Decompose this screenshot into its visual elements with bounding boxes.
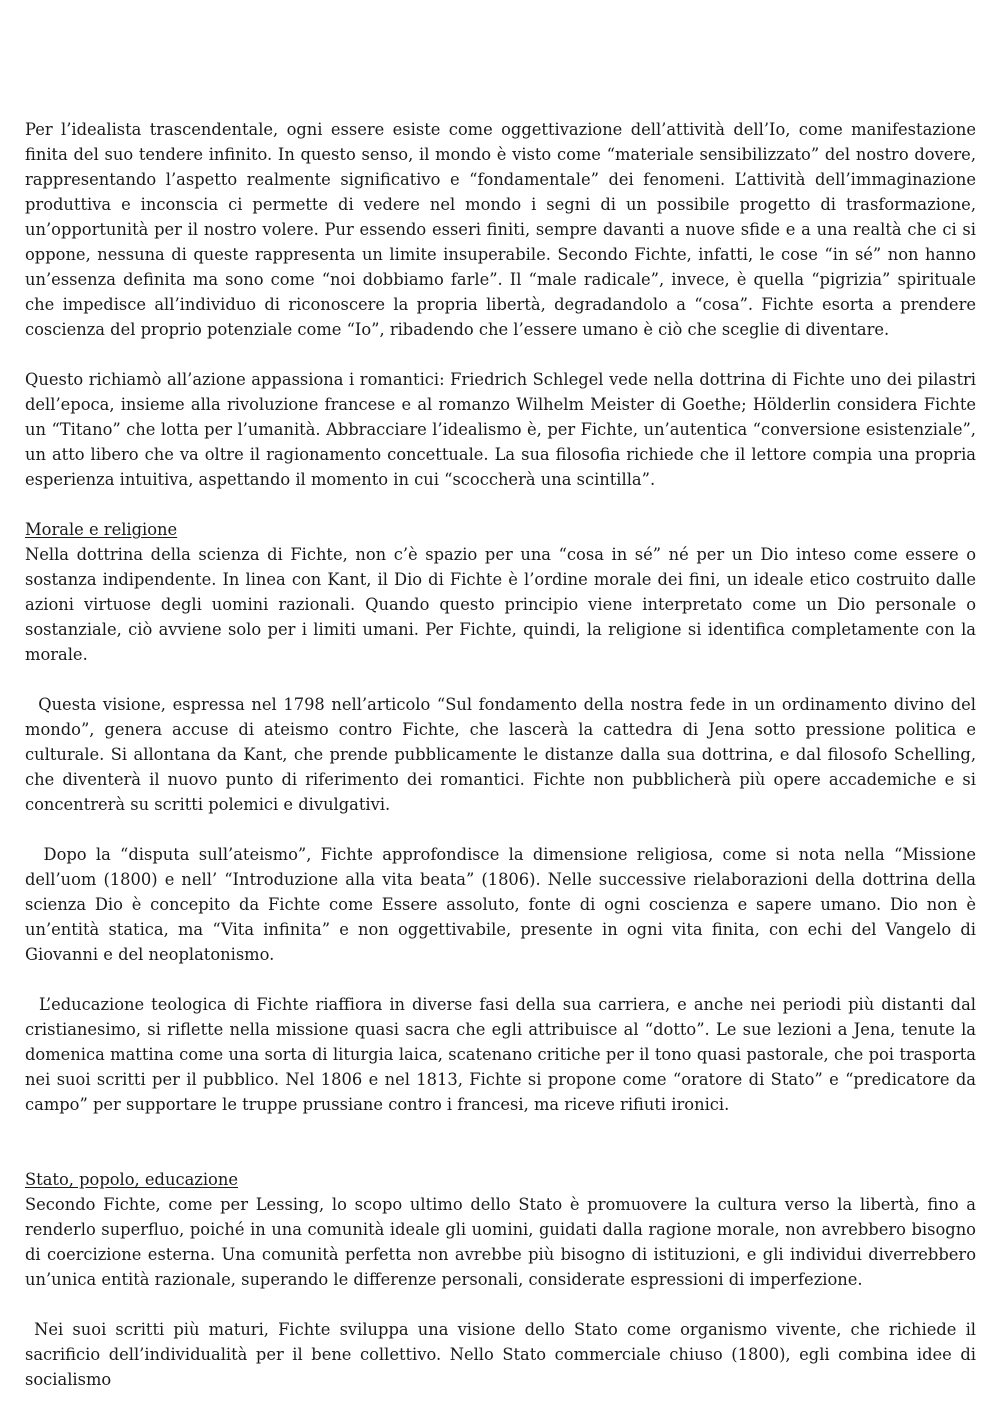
document-page xyxy=(25,117,982,1392)
paragraph-disputa: Dopo la “disputa sull’ateismo”, Fichte approfondisce la dimensione religiosa, come si nota nella “Missione dell’uom (1800) e nell’ “Introduzione alla vita beata” (1806). Nelle successive rielaborazioni della dottrina della scienza Dio è concepito da Fichte come Essere assoluto, fonte di ogni coscienza e sapere umano. Dio non è un’entità statica, ma “Vita infinita” e non oggettivabile, presente in ogni vita finita, con echi del Vangelo di Giovanni e del neoplatonismo. xyxy=(25,845,982,964)
paragraph-scopo-stato: Secondo Fichte, come per Lessing, lo scopo ultimo dello Stato è promuovere la cultura verso la libertà, fino a renderlo superfluo, poiché in una comunità ideale gli uomini, guidati dalla ragione morale, non avrebbero bisogno di coercizione esterna. Una comunità perfetta non avrebbe più bisogno di istituzioni, e gli individui diverrebbero un’unica entità razionale, superando le differenze personali, considerate espressioni di imperfezione. xyxy=(25,1195,976,1289)
paragraph-spacer xyxy=(25,817,976,842)
paragraph-spacer xyxy=(25,1117,976,1167)
paragraph-spacer xyxy=(25,667,976,692)
section-heading-morale-religione: Morale e religione xyxy=(25,520,178,539)
paragraph-idealismo: Per l’idealista trascendentale, ogni essere esiste come oggettivazione dell’attività dell’Io, come manifestazione finita del suo tendere infinito. In questo senso, il mondo è visto come “materiale sensibilizzato” del nostro dovere, rappresentando l’aspetto realmente significativo e “fondamentale” dei fenomeni. L’attività dell’immaginazione produttiva e inconscia ci permette di vedere nel mondo i segni di un possibile progetto di trasformazione, un’opportunità per il nostro volere. Pur essendo esseri finiti, sempre davanti a nuove sfide e a una realtà che ci si oppone, nessuna di queste rappresenta un limite insuperabile. Secondo Fichte, infatti, le cose “in sé” non hanno un’essenza definita ma sono come “noi dobbiamo farle”. Il “male radicale”, invece, è quella “pigrizia” spirituale che impedisce all’individuo di riconoscere la propria libertà, degradandolo a “cosa”. Fichte esorta a prendere coscienza del proprio potenziale come “Io”, ribadendo che l’essere umano è ciò che sceglie di diventare. xyxy=(25,120,976,339)
paragraph-scritti-maturi: Nei suoi scritti più maturi, Fichte sviluppa una visione dello Stato come organismo vivente, che richiede il sacrificio dell’individualità per il bene collettivo. Nello Stato commerciale chiuso (1800), egli combina idee di socialismo xyxy=(25,1320,982,1389)
paragraph-romantici: Questo richiamò all’azione appassiona i romantici: Friedrich Schlegel vede nella dottrina di Fichte uno dei pilastri dell’epoca, insieme alla rivoluzione francese e al romanzo Wilhelm Meister di Goethe; Hölderlin considera Fichte un “Titano” che lotta per l’umanità. Abbracciare l’idealismo è, per Fichte, un’autentica “conversione esistenziale”, un atto libero che va oltre il ragionamento concettuale. La sua filosofia richiede che il lettore compia una propria esperienza intuitiva, aspettando il momento in cui “scoccherà una scintilla”. xyxy=(25,370,976,489)
paragraph-spacer xyxy=(25,492,976,517)
paragraph-spacer xyxy=(25,1292,976,1317)
section-heading-stato-popolo: Stato, popolo, educazione xyxy=(25,1170,238,1189)
paragraph-spacer xyxy=(25,967,976,992)
paragraph-dottrina-scienza: Nella dottrina della scienza di Fichte, non c’è spazio per una “cosa in sé” né per un Dio inteso come essere o sostanza indipendente. In linea con Kant, il Dio di Fichte è l’ordine morale dei fini, un ideale etico costruito dalle azioni virtuose degli uomini razionali. Quando questo principio viene interpretato come un Dio personale o sostanziale, ciò avviene solo per i limiti umani. Per Fichte, quindi, la religione si identifica completamente con la morale. xyxy=(25,545,976,664)
paragraph-ateismo: Questa visione, espressa nel 1798 nell’articolo “Sul fondamento della nostra fede in un ordinamento divino del mondo”, genera accuse di ateismo contro Fichte, che lascerà la cattedra di Jena sotto pressione politica e culturale. Si allontana da Kant, che prende pubblicamente le distanze dalla sua dottrina, e dal filosofo Schelling, che diventerà il nuovo punto di riferimento dei romantici. Fichte non pubblicherà più opere accademiche e si concentrerà su scritti polemici e divulgativi. xyxy=(25,695,982,814)
paragraph-spacer xyxy=(25,342,976,367)
paragraph-educazione-teologica: L’educazione teologica di Fichte riaffiora in diverse fasi della sua carriera, e anche nei periodi più distanti dal cristianesimo, si riflette nella missione quasi sacra che egli attribuisce al “dotto”. Le sue lezioni a Jena, tenute la domenica mattina come una sorta di liturgia laica, scatenano critiche per il tono quasi pastorale, che poi trasporta nei suoi scritti per il pubblico. Nel 1806 e nel 1813, Fichte si propone come “oratore di Stato” e “predicatore da campo” per supportare le truppe prussiane contro i francesi, ma riceve rifiuti ironici. xyxy=(25,995,982,1114)
